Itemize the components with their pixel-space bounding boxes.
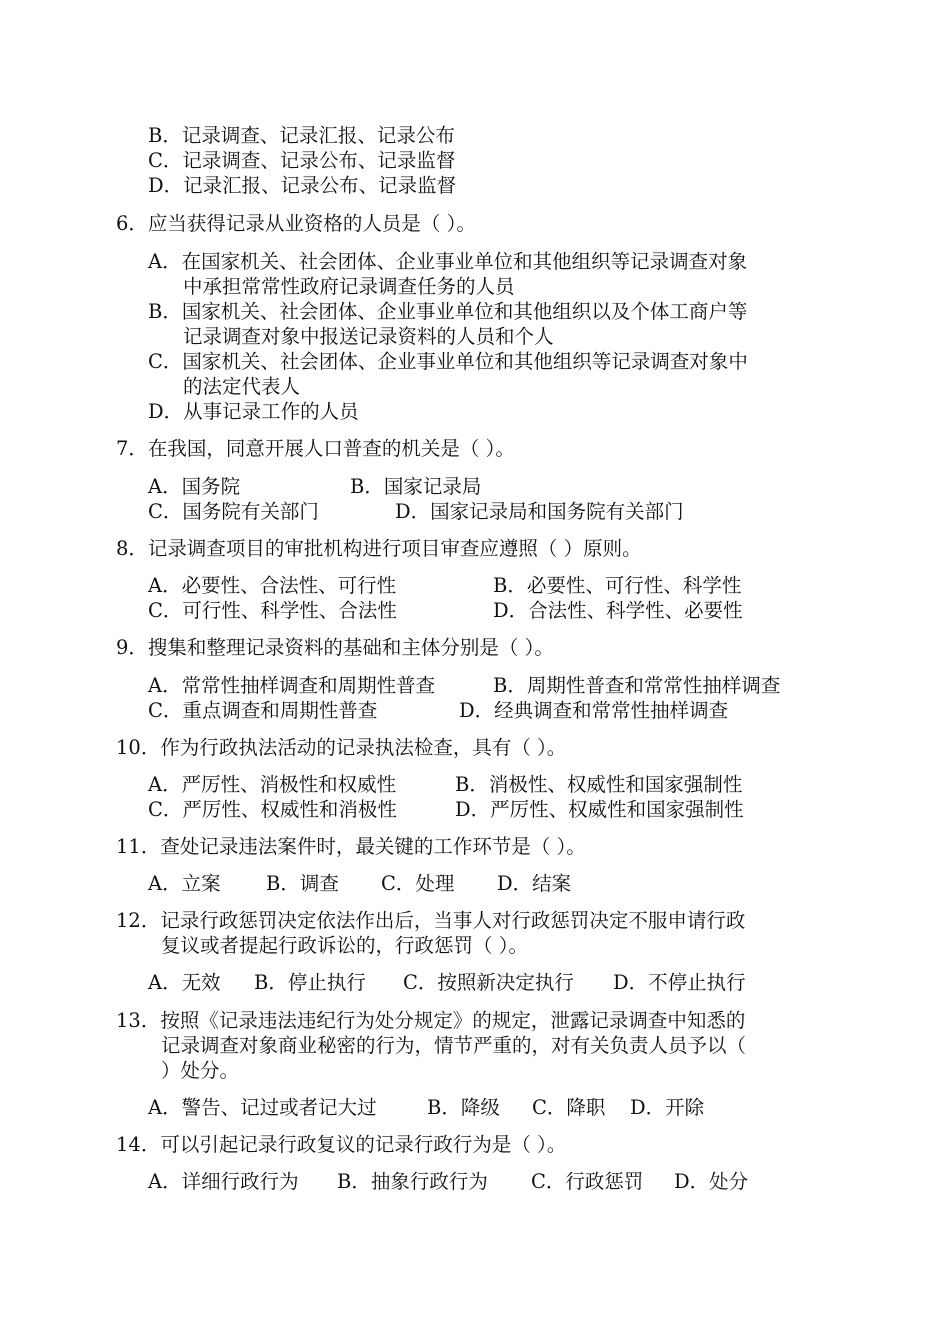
- q6-option-a-cont: 中承担常常性政府记录调查任务的人员: [183, 275, 515, 298]
- q12-option-b: B．停止执行: [254, 971, 366, 994]
- q14-option-c: C．行政惩罚: [531, 1170, 644, 1193]
- q14-option-a: A．详细行政行为: [148, 1170, 299, 1193]
- q6-option-c-cont: 的法定代表人: [183, 375, 301, 398]
- q8-option-a: A．必要性、合法性、可行性: [148, 574, 397, 597]
- q6-option-a: A．在国家机关、社会团体、企业事业单位和其他组织等记录调查对象: [148, 250, 748, 273]
- q7-option-a: A．国务院: [148, 475, 241, 498]
- q13-options-row: [148, 1095, 848, 1121]
- q6-option-b-cont: 记录调查对象中报送记录资料的人员和个人: [183, 325, 554, 348]
- q13-option-a: A．警告、记过或者记大过: [148, 1096, 377, 1119]
- q12-option-c: C．按照新决定执行: [403, 971, 574, 994]
- q10-option-c: C．严厉性、权威性和消极性: [148, 798, 397, 821]
- q8-option-c: C．可行性、科学性、合法性: [148, 599, 397, 622]
- q9-stem: 9．搜集和整理记录资料的基础和主体分别是（ ）。: [116, 636, 554, 659]
- q13-stem-cont2: ）处分。: [161, 1059, 240, 1082]
- q6-option-d: D．从事记录工作的人员: [148, 400, 359, 423]
- q12-stem: 12．记录行政惩罚决定依法作出后，当事人对行政惩罚决定不服申请行政: [116, 909, 746, 932]
- q5-option-c: C．记录调查、记录公布、记录监督: [148, 149, 456, 172]
- q14-options-row: [148, 1169, 848, 1195]
- q7-option-d: D．国家记录局和国务院有关部门: [395, 500, 684, 523]
- q9-options-row1: [148, 673, 848, 699]
- q11-stem: 11．查处记录违法案件时，最关键的工作环节是（ ）。: [116, 835, 586, 858]
- q9-option-d: D．经典调查和常常性抽样调查: [459, 699, 729, 722]
- q11-option-d: D．结案: [497, 872, 572, 895]
- q13-stem-cont: 记录调查对象商业秘密的行为，情节严重的，对有关负责人员予以（: [161, 1034, 747, 1057]
- q9-option-b: B．周期性普查和常常性抽样调查: [493, 674, 781, 697]
- q11-option-b: B．调查: [266, 872, 339, 895]
- q6-option-b: B．国家机关、社会团体、企业事业单位和其他组织以及个体工商户等: [148, 300, 748, 323]
- q12-options-row: [148, 970, 848, 996]
- q10-options-row1: [148, 772, 848, 798]
- q12-stem-cont: 复议或者提起行政诉讼的，行政惩罚（ ）。: [161, 934, 528, 957]
- q8-options-row1: [148, 573, 848, 599]
- q10-option-b: B．消极性、权威性和国家强制性: [455, 773, 743, 796]
- q10-options-row2: [148, 797, 848, 823]
- q11-option-a: A．立案: [148, 872, 221, 895]
- q12-option-a: A．无效: [148, 971, 221, 994]
- q8-options-row2: [148, 598, 848, 624]
- q12-option-d: D．不停止执行: [613, 971, 746, 994]
- q5-option-b: B．记录调查、记录汇报、记录公布: [148, 124, 455, 147]
- q8-option-d: D．合法性、科学性、必要性: [493, 599, 743, 622]
- q7-options-row1: [148, 474, 848, 500]
- q7-option-c: C．国务院有关部门: [148, 500, 319, 523]
- q10-option-a: A．严厉性、消极性和权威性: [148, 773, 397, 796]
- q6-option-c: C．国家机关、社会团体、企业事业单位和其他组织等记录调查对象中: [148, 350, 748, 373]
- q9-options-row2: [148, 698, 848, 724]
- q14-stem: 14．可以引起记录行政复议的记录行政行为是（ ）。: [116, 1133, 567, 1156]
- q10-stem: 10．作为行政执法活动的记录执法检查，具有（ ）。: [116, 736, 567, 759]
- q6-stem: 6．应当获得记录从业资格的人员是（ ）。: [116, 212, 476, 235]
- q8-option-b: B．必要性、可行性、科学性: [493, 574, 742, 597]
- q13-option-b: B．降级: [427, 1096, 500, 1119]
- q14-option-b: B．抽象行政行为: [337, 1170, 488, 1193]
- q14-option-d: D．处分: [674, 1170, 749, 1193]
- q7-options-row2: [148, 499, 848, 525]
- q11-option-c: C．处理: [381, 872, 455, 895]
- q10-option-d: D．严厉性、权威性和国家强制性: [455, 798, 744, 821]
- q8-stem: 8．记录调查项目的审批机构进行项目审查应遵照（ ）原则。: [116, 537, 642, 560]
- q13-option-c: C．降职: [532, 1096, 606, 1119]
- q13-stem: 13．按照《记录违法违纪行为处分规定》的规定，泄露记录调查中知悉的: [116, 1009, 746, 1032]
- q13-option-d: D．开除: [630, 1096, 705, 1119]
- q11-options-row: [148, 871, 848, 897]
- q5-option-d: D．记录汇报、记录公布、记录监督: [148, 174, 457, 197]
- q9-option-a: A．常常性抽样调查和周期性普查: [148, 674, 436, 697]
- q7-option-b: B．国家记录局: [350, 475, 482, 498]
- q9-option-c: C．重点调查和周期性普查: [148, 699, 378, 722]
- q7-stem: 7．在我国，同意开展人口普查的机关是（ ）。: [116, 437, 515, 460]
